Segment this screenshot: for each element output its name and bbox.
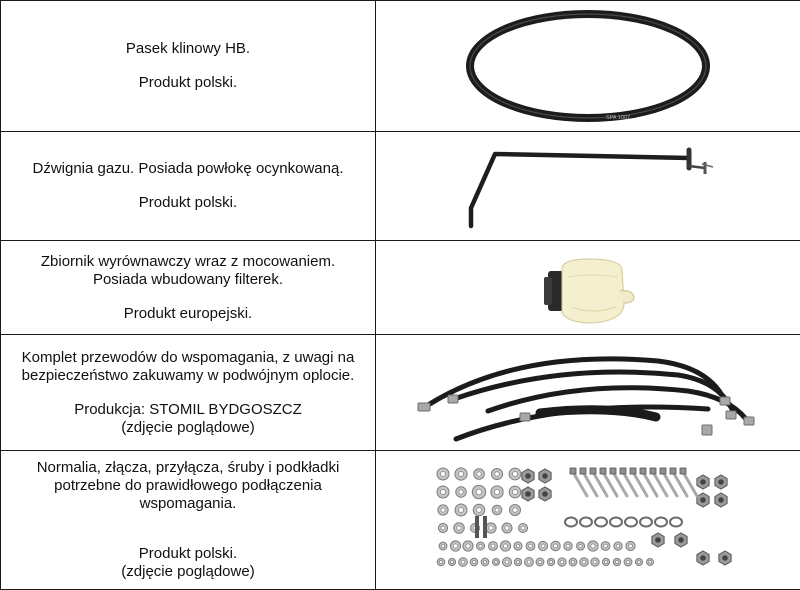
description-cell bbox=[1, 451, 376, 590]
description-line: Posiada wbudowany filterek. bbox=[93, 271, 283, 288]
description-line: potrzebne do prawidłowego podłączenia bbox=[54, 477, 322, 494]
image-cell bbox=[376, 335, 800, 451]
hardware-kit-image bbox=[433, 466, 743, 574]
origin-line: Produkt polski. bbox=[139, 194, 237, 211]
table-row-v-belt bbox=[1, 1, 800, 132]
description-cell bbox=[1, 241, 376, 335]
description-line: Zbiornik wyrównawczy wraz z mocowaniem. bbox=[41, 253, 335, 270]
description-cell bbox=[1, 132, 376, 241]
v-belt-image bbox=[458, 4, 718, 129]
note-line: (zdjęcie poglądowe) bbox=[121, 419, 254, 436]
table-row-throttle-lever bbox=[1, 132, 800, 241]
origin-line: Produkt polski. bbox=[139, 74, 237, 91]
hydraulic-hoses-image bbox=[408, 339, 768, 447]
table-row-expansion-tank bbox=[1, 241, 800, 335]
origin-line: Produkcja: STOMIL BYDGOSZCZ bbox=[74, 401, 302, 418]
image-cell bbox=[376, 132, 800, 241]
description-line: Normalia, złącza, przyłącza, śruby i podkładki bbox=[37, 459, 340, 476]
expansion-tank-image bbox=[528, 247, 648, 329]
image-cell bbox=[376, 241, 800, 335]
origin-line: Produkt polski. bbox=[139, 545, 237, 562]
description-cell bbox=[1, 335, 376, 451]
image-cell bbox=[376, 1, 800, 132]
table-row-hardware-kit bbox=[1, 451, 800, 590]
description-line: Dźwignia gazu. Posiada powłokę ocynkowaną. bbox=[32, 160, 343, 177]
image-cell bbox=[376, 451, 800, 590]
description-line: bezpieczeństwo zakuwamy w podwójnym oplocie. bbox=[22, 367, 355, 384]
table-row-hoses bbox=[1, 335, 800, 451]
note-line: (zdjęcie poglądowe) bbox=[121, 563, 254, 580]
throttle-lever-image bbox=[453, 136, 723, 236]
description-line: Komplet przewodów do wspomagania, z uwagi na bbox=[22, 349, 355, 366]
origin-line: Produkt europejski. bbox=[124, 305, 252, 322]
description-line: Pasek klinowy HB. bbox=[126, 40, 250, 57]
belt-print-text: SPA 1007 bbox=[606, 115, 630, 121]
description-cell bbox=[1, 1, 376, 132]
description-line: wspomagania. bbox=[140, 495, 237, 512]
